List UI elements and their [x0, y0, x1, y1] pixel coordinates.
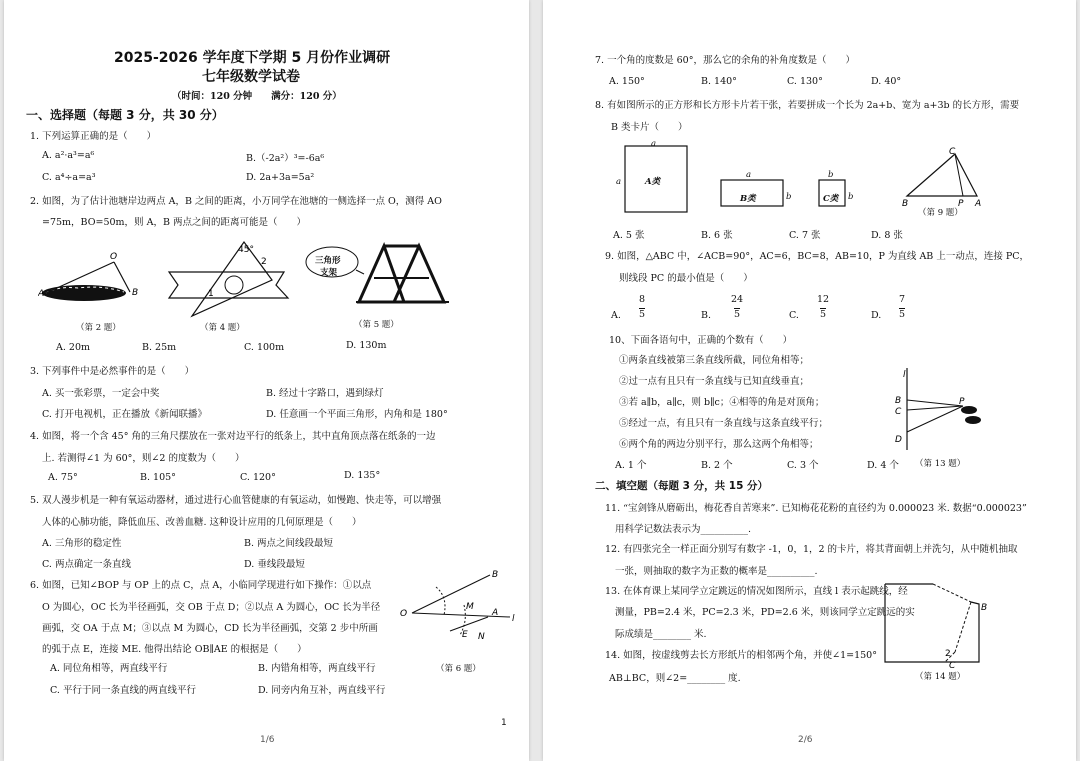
- q3-option-a: A. 买一张彩票，一定会中奖: [42, 388, 160, 399]
- q9-option-a: A.: [611, 310, 621, 321]
- svg-text:A: A: [38, 289, 45, 299]
- q3-option-d: D. 任意画一个平面三角形，内角和是 180°: [266, 409, 448, 420]
- page-corner-number: 1: [501, 718, 507, 728]
- page-footer-2: 2/6: [798, 735, 813, 745]
- question-2-line2: =75m，BO=50m，则 A，B 两点之间的距离可能是（ ）: [42, 217, 306, 228]
- figure-5-label-stand: 支架: [320, 268, 338, 278]
- figure-2-caption: （第 2 题）: [76, 323, 121, 333]
- question-7: 7. 一个角的度数是 60°，那么它的余角的补角度数是（ ）: [595, 55, 855, 66]
- q1-option-a: A. a²·a³=a⁶: [42, 150, 95, 161]
- svg-text:l: l: [512, 614, 515, 624]
- section-choice: 一、选择题（每题 3 分，共 30 分）: [26, 108, 224, 122]
- svg-text:N: N: [478, 632, 485, 642]
- q1-option-c: C. a⁴÷a=a³: [42, 172, 96, 183]
- q8-option-d: D. 8 张: [871, 230, 903, 241]
- card-a-name: A类: [645, 177, 661, 187]
- page-footer-1: 1/6: [260, 735, 275, 745]
- card-c-side-label: b: [848, 192, 854, 202]
- q10-option-a: A. 1 个: [615, 460, 647, 471]
- svg-text:O: O: [400, 609, 408, 619]
- question-5-line2: 人体的心肺功能，降低血压、改善血糖. 这种设计应用的几何原理是（ ）: [42, 517, 362, 528]
- q6-option-d: D. 同旁内角互补，两直线平行: [258, 685, 386, 696]
- q4-option-a: A. 75°: [48, 472, 78, 483]
- card-a-top-label: a: [651, 139, 657, 149]
- question-10: 10、下面各语句中，正确的个数有（ ）: [609, 335, 793, 346]
- figure-6-construction: [398, 565, 518, 645]
- svg-text:1: 1: [208, 289, 214, 299]
- q2-option-b: B. 25m: [142, 342, 177, 353]
- section-fill-blank: 二、填空题（每题 3 分，共 15 分）: [595, 480, 769, 492]
- q9-option-d: D.: [871, 310, 882, 321]
- q7-option-c: C. 130°: [787, 76, 823, 87]
- figure-9-caption: （第 9 题）: [918, 208, 963, 218]
- question-6-line4: 的弧于点 E，连接 ME. 他得出结论 OB∥AE 的根据是（ ）: [42, 644, 307, 655]
- question-13-line3: 际成绩是________ 米.: [615, 629, 707, 640]
- figure-2-pond: [38, 250, 156, 312]
- q7-option-d: D. 40°: [871, 76, 902, 87]
- question-6-line1: 6. 如图，已知∠BOP 与 OP 上的点 C，点 A，小临同学现进行如下操作：①以点: [30, 580, 372, 591]
- card-a-side-label: a: [616, 177, 622, 187]
- svg-text:2: 2: [945, 649, 951, 659]
- exam-info: （时间：120 分钟 满分：120 分）: [172, 91, 342, 102]
- svg-text:A: A: [975, 199, 982, 208]
- question-6-line3: 画弧，交 OA 于点 M；③以点 M 为圆心，CD 长为半径画弧，交第 2 步中所画: [42, 623, 378, 634]
- q7-option-a: A. 150°: [609, 76, 645, 87]
- question-12-line1: 12. 有四张完全一样正面分别写有数字 -1，0，1，2 的卡片，将其背面朝上并洗匀，从中随机抽取: [605, 544, 1018, 555]
- figure-5-caption: （第 5 题）: [354, 320, 399, 330]
- q10-option-b: B. 2 个: [701, 460, 733, 471]
- q10-option-c: C. 3 个: [787, 460, 819, 471]
- q3-option-b: B. 经过十字路口，遇到绿灯: [266, 388, 384, 399]
- q9-option-b: B.: [701, 310, 712, 321]
- svg-text:B: B: [132, 288, 139, 298]
- q4-option-c: C. 120°: [240, 472, 276, 483]
- question-3: 3. 下列事件中是必然事件的是（ ）: [30, 366, 195, 377]
- q8-option-c: C. 7 张: [789, 230, 821, 241]
- question-8-line1: 8. 有如图所示的正方形和长方形卡片若干张，若要拼成一个长为 2a+b、宽为 a+3b 的长方形，需要: [595, 100, 1020, 111]
- question-11-line2: 用科学记数法表示为__________.: [615, 524, 752, 535]
- figure-5-label-triangle: 三角形: [315, 256, 341, 266]
- exam-page-1: [4, 0, 529, 761]
- question-12-line2: 一张，则抽取的数字为正数的概率是__________.: [615, 566, 818, 577]
- q5-option-b: B. 两点之间线段最短: [244, 538, 334, 549]
- q10-statement-1: ①两条直线被第三条直线所截，同位角相等；: [619, 355, 810, 366]
- svg-text:B: B: [492, 570, 499, 580]
- card-b-side-label: b: [786, 192, 792, 202]
- figure-6-caption: （第 6 题）: [436, 664, 481, 674]
- q9-a-numerator: 8: [639, 294, 646, 305]
- figure-9-triangle: [899, 146, 991, 208]
- svg-text:M: M: [466, 602, 474, 612]
- q1-option-d: D. 2a+3a=5a²: [246, 172, 315, 183]
- q4-option-d: D. 135°: [344, 470, 381, 481]
- question-11-line1: 11. “宝剑锋从磨砺出，梅花香自苦寒来”. 已知梅花花粉的直径约为 0.000023 米. 数据“0.000023”: [605, 503, 1027, 514]
- svg-text:A: A: [492, 608, 499, 618]
- q9-c-denominator: 5: [820, 309, 827, 320]
- svg-text:P: P: [959, 397, 965, 407]
- exam-page-2: [543, 0, 1076, 761]
- q9-d-denominator: 5: [899, 309, 906, 320]
- q5-option-a: A. 三角形的稳定性: [42, 538, 122, 549]
- q8-option-b: B. 6 张: [701, 230, 733, 241]
- q6-option-b: B. 内错角相等，两直线平行: [258, 663, 376, 674]
- exam-title: 2025-2026 学年度下学期 5 月份作业调研: [114, 50, 391, 66]
- question-14-line1: 14. 如图，按虚线剪去长方形纸片的相邻两个角，并使∠1=150°: [605, 650, 877, 661]
- q9-b-numerator: 24: [731, 294, 744, 305]
- question-6-line2: O 为圆心，OC 长为半径画弧，交 OB 于点 D；②以点 A 为圆心，OC 长为半径: [42, 602, 381, 613]
- exam-subtitle: 七年级数学试卷: [202, 69, 300, 85]
- card-c-top-label: b: [828, 170, 834, 180]
- q9-a-denominator: 5: [639, 309, 646, 320]
- q9-c-numerator: 12: [817, 294, 830, 305]
- question-4-line1: 4. 如图，将一个含 45° 角的三角尺摆放在一张对边平行的纸条上，其中直角顶点落在纸条的一边: [30, 431, 436, 442]
- figure-4-set-square: [164, 238, 294, 318]
- q10-statement-3: ③若 a∥b，a∥c，则 b∥c；④相等的角是对顶角；: [619, 397, 825, 408]
- card-c-name: C类: [823, 194, 839, 204]
- figure-13-long-jump: [893, 366, 993, 454]
- q4-option-b: B. 105°: [140, 472, 176, 483]
- q7-option-b: B. 140°: [701, 76, 737, 87]
- figure-13-caption: （第 13 题）: [915, 459, 966, 469]
- svg-text:C: C: [949, 147, 956, 157]
- q2-option-d: D. 130m: [346, 340, 387, 351]
- figure-14-caption: （第 14 题）: [915, 672, 966, 682]
- svg-text:P: P: [958, 199, 964, 208]
- q2-option-a: A. 20m: [56, 342, 90, 353]
- svg-text:C: C: [895, 407, 902, 417]
- svg-text:D: D: [895, 435, 902, 445]
- question-9-line1: 9. 如图，△ABC 中，∠ACB=90°，AC=6，BC=8，AB=10，P 为直线 AB 上一动点，连接 PC，: [605, 251, 1029, 262]
- question-8-line2: B 类卡片（ ）: [611, 122, 688, 133]
- question-13-line1: 13. 在体育课上某同学立定跳远的情况如图所示，直线 l 表示起跳线，经: [605, 586, 908, 597]
- q3-option-c: C. 打开电视机，正在播放《新闻联播》: [42, 409, 207, 420]
- q5-option-d: D. 垂线段最短: [244, 559, 305, 570]
- q10-statement-2: ②过一点有且只有一条直线与已知直线垂直；: [619, 376, 810, 387]
- question-4-line2: 上. 若测得∠1 为 60°，则∠2 的度数为（ ）: [42, 453, 245, 464]
- q10-option-d: D. 4 个: [867, 460, 899, 471]
- q10-statement-4: ⑤经过一点，有且只有一条直线与这条直线平行；: [619, 418, 829, 429]
- svg-text:B: B: [902, 199, 909, 208]
- question-9-line2: 则线段 PC 的最小值是（ ）: [619, 273, 753, 284]
- svg-text:E: E: [462, 630, 468, 640]
- svg-text:C: C: [949, 661, 956, 668]
- q2-option-c: C. 100m: [244, 342, 285, 353]
- question-1: 1. 下列运算正确的是（ ）: [30, 131, 157, 142]
- q6-option-c: C. 平行于同一条直线的两直线平行: [50, 685, 196, 696]
- q5-option-c: C. 两点确定一条直线: [42, 559, 131, 570]
- svg-text:2: 2: [261, 257, 267, 267]
- q1-option-b: B.（-2a²）³=-6a⁶: [246, 153, 325, 164]
- svg-text:l: l: [903, 370, 906, 380]
- question-14-line2: AB⊥BC，则∠2=________ 度.: [609, 673, 741, 684]
- q10-statement-5: ⑥两个角的两边分别平行，那么这两个角相等；: [619, 439, 819, 450]
- svg-text:B: B: [895, 396, 902, 406]
- q9-option-c: C.: [789, 310, 799, 321]
- question-13-line2: 测量，PB=2.4 米，PC=2.3 米，PD=2.6 米，则该同学立定跳远的实: [615, 607, 915, 618]
- q8-option-a: A. 5 张: [613, 230, 645, 241]
- svg-text:45°: 45°: [238, 245, 254, 255]
- figure-4-caption: （第 4 题）: [200, 323, 245, 333]
- svg-text:O: O: [110, 252, 118, 262]
- figure-14-cut-paper: [883, 582, 995, 668]
- q9-d-numerator: 7: [899, 294, 906, 305]
- q6-option-a: A. 同位角相等，两直线平行: [50, 663, 168, 674]
- card-b-top-label: a: [746, 170, 752, 180]
- svg-text:B: B: [981, 603, 988, 613]
- question-5-line1: 5. 双人漫步机是一种有氧运动器材，通过进行心血管健康的有氧运动，如慢跑、快走等，可以增强: [30, 495, 442, 506]
- q9-b-denominator: 5: [734, 309, 741, 320]
- question-2-line1: 2. 如图，为了估计池塘岸边两点 A，B 之间的距离，小万同学在池塘的一侧选择一点 O，测得 AO: [30, 196, 442, 207]
- card-b-name: B类: [740, 194, 756, 204]
